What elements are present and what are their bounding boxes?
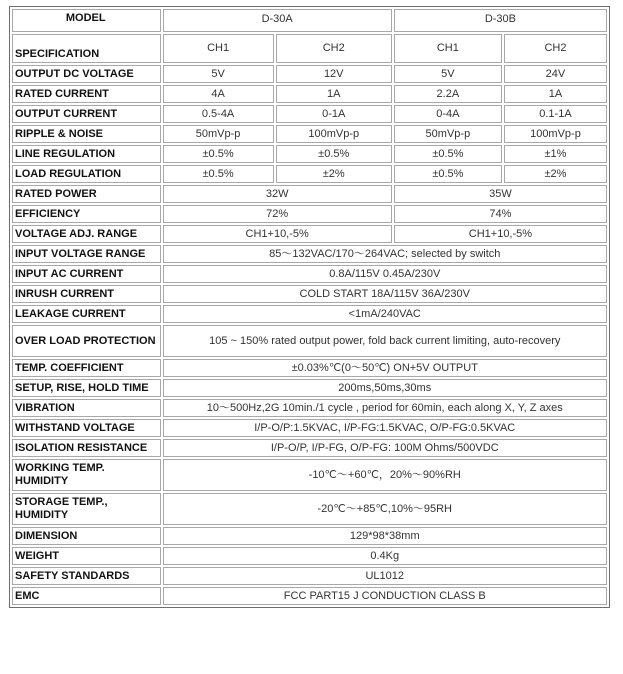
- channel-header: CH2: [276, 34, 392, 63]
- spec-row-efficiency: [12, 205, 607, 223]
- spec-row-working-temp-humidity: [12, 459, 607, 491]
- spec-value: -20℃～+85℃,10%～95RH: [163, 493, 607, 525]
- spec-row-setup-rise-hold-time: [12, 379, 607, 397]
- spec-value: CH1+10,-5%: [163, 225, 392, 243]
- spec-label: INPUT AC CURRENT: [12, 265, 161, 283]
- spec-value: 100mVp-p: [504, 125, 607, 143]
- spec-row-isolation-resistance: [12, 439, 607, 457]
- spec-value: ±0.5%: [394, 165, 502, 183]
- spec-label: VOLTAGE ADJ. RANGE: [12, 225, 161, 243]
- spec-value: 85～132VAC/170～264VAC; selected by switch: [163, 245, 607, 263]
- spec-value: FCC PART15 J CONDUCTION CLASS B: [163, 587, 607, 605]
- spec-value: 1A: [276, 85, 392, 103]
- spec-value: 24V: [504, 65, 607, 83]
- spec-value: 0.1-1A: [504, 105, 607, 123]
- spec-label: RATED POWER: [12, 185, 161, 203]
- spec-label: INPUT VOLTAGE RANGE: [12, 245, 161, 263]
- spec-row-leakage-current: [12, 305, 607, 323]
- spec-value: I/P-O/P:1.5KVAC, I/P-FG:1.5KVAC, O/P-FG:0.5KVAC: [163, 419, 607, 437]
- spec-value: 0.4Kg: [163, 547, 607, 565]
- spec-label: RATED CURRENT: [12, 85, 161, 103]
- specification-row: [12, 34, 607, 63]
- channel-header: CH1: [163, 34, 274, 63]
- spec-label: WEIGHT: [12, 547, 161, 565]
- spec-row-vibration: [12, 399, 607, 417]
- spec-row-temp-coefficient: [12, 359, 607, 377]
- spec-table: [9, 6, 610, 608]
- spec-row-input-voltage-range: [12, 245, 607, 263]
- spec-value: 32W: [163, 185, 392, 203]
- spec-row-inrush-current: [12, 285, 607, 303]
- spec-value: 200ms,50ms,30ms: [163, 379, 607, 397]
- spec-value: 105 ~ 150% rated output power, fold back current limiting, auto-recovery: [163, 325, 607, 357]
- model-d30b: D-30B: [394, 9, 607, 32]
- spec-value: ±2%: [504, 165, 607, 183]
- spec-value: 0-4A: [394, 105, 502, 123]
- spec-value: 0-1A: [276, 105, 392, 123]
- spec-label: LINE REGULATION: [12, 145, 161, 163]
- spec-value: 5V: [394, 65, 502, 83]
- spec-value: 4A: [163, 85, 274, 103]
- spec-label: VIBRATION: [12, 399, 161, 417]
- spec-label: OVER LOAD PROTECTION: [12, 325, 161, 357]
- model-d30a: D-30A: [163, 9, 392, 32]
- spec-value: ±1%: [504, 145, 607, 163]
- spec-row-load-regulation: [12, 165, 607, 183]
- spec-row-emc: [12, 587, 607, 605]
- spec-value: 72%: [163, 205, 392, 223]
- spec-label: SAFETY STANDARDS: [12, 567, 161, 585]
- spec-value: ±0.5%: [163, 145, 274, 163]
- spec-row-output-current: [12, 105, 607, 123]
- spec-value: ±0.5%: [276, 145, 392, 163]
- spec-value: 100mVp-p: [276, 125, 392, 143]
- spec-row-rated-current: [12, 85, 607, 103]
- spec-label: WITHSTAND VOLTAGE: [12, 419, 161, 437]
- spec-value: 2.2A: [394, 85, 502, 103]
- spec-label: LEAKAGE CURRENT: [12, 305, 161, 323]
- spec-row-line-regulation: [12, 145, 607, 163]
- spec-row-input-ac-current: [12, 265, 607, 283]
- spec-label: OUTPUT DC VOLTAGE: [12, 65, 161, 83]
- spec-value: UL1012: [163, 567, 607, 585]
- spec-value: 10～500Hz,2G 10min./1 cycle , period for 60min, each along X, Y, Z axes: [163, 399, 607, 417]
- spec-value: 0.8A/115V 0.45A/230V: [163, 265, 607, 283]
- model-label: MODEL: [12, 9, 161, 32]
- model-row: [12, 9, 607, 32]
- spec-value: 12V: [276, 65, 392, 83]
- spec-label: SETUP, RISE, HOLD TIME: [12, 379, 161, 397]
- spec-value: ±2%: [276, 165, 392, 183]
- specification-label: SPECIFICATION: [12, 34, 161, 63]
- spec-row-voltage-adj-range: [12, 225, 607, 243]
- spec-row-rated-power: [12, 185, 607, 203]
- spec-label: STORAGE TEMP., HUMIDITY: [12, 493, 161, 525]
- spec-label: ISOLATION RESISTANCE: [12, 439, 161, 457]
- spec-row-over-load-protection: [12, 325, 607, 357]
- spec-value: 1A: [504, 85, 607, 103]
- spec-value: 35W: [394, 185, 607, 203]
- channel-header: CH1: [394, 34, 502, 63]
- spec-value: ±0.03%℃(0～50℃) ON+5V OUTPUT: [163, 359, 607, 377]
- spec-value: CH1+10,-5%: [394, 225, 607, 243]
- spec-value: COLD START 18A/115V 36A/230V: [163, 285, 607, 303]
- spec-value: 50mVp-p: [163, 125, 274, 143]
- spec-value: -10℃～+60℃，20%～90%RH: [163, 459, 607, 491]
- spec-row-ripple-noise: [12, 125, 607, 143]
- spec-row-storage-temp-humidity: [12, 493, 607, 525]
- spec-label: DIMENSION: [12, 527, 161, 545]
- spec-label: TEMP. COEFFICIENT: [12, 359, 161, 377]
- spec-label: OUTPUT CURRENT: [12, 105, 161, 123]
- spec-value: ±0.5%: [394, 145, 502, 163]
- spec-row-safety-standards: [12, 567, 607, 585]
- spec-value: 129*98*38mm: [163, 527, 607, 545]
- spec-value: ±0.5%: [163, 165, 274, 183]
- spec-value: 50mVp-p: [394, 125, 502, 143]
- spec-label: WORKING TEMP. HUMIDITY: [12, 459, 161, 491]
- spec-label: EMC: [12, 587, 161, 605]
- spec-value: 5V: [163, 65, 274, 83]
- spec-label: RIPPLE & NOISE: [12, 125, 161, 143]
- spec-label: LOAD REGULATION: [12, 165, 161, 183]
- spec-row-dimension: [12, 527, 607, 545]
- spec-row-output-dc-voltage: [12, 65, 607, 83]
- spec-value: I/P-O/P, I/P-FG, O/P-FG: 100M Ohms/500VDC: [163, 439, 607, 457]
- spec-value: <1mA/240VAC: [163, 305, 607, 323]
- spec-value: 74%: [394, 205, 607, 223]
- spec-row-withstand-voltage: [12, 419, 607, 437]
- spec-value: 0.5-4A: [163, 105, 274, 123]
- channel-header: CH2: [504, 34, 607, 63]
- spec-row-weight: [12, 547, 607, 565]
- spec-label: INRUSH CURRENT: [12, 285, 161, 303]
- spec-label: EFFICIENCY: [12, 205, 161, 223]
